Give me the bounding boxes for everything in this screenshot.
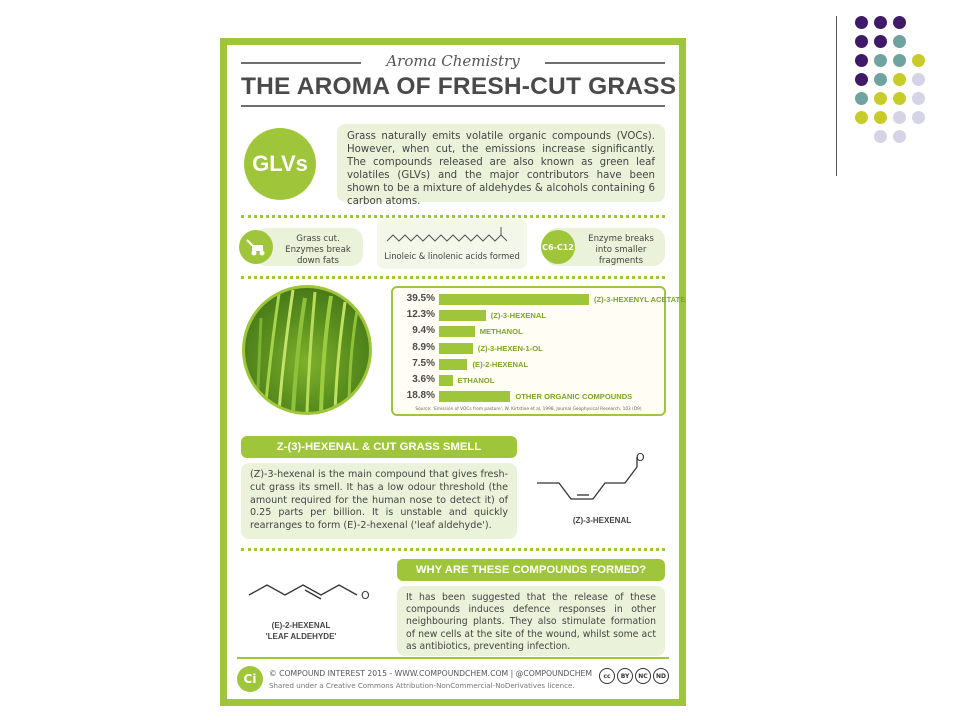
bar-category-label: (Z)-3-HEXENAL bbox=[490, 311, 546, 321]
decorative-dot bbox=[874, 35, 887, 48]
bar-value-label: 8.9% bbox=[412, 341, 435, 353]
divider-line bbox=[836, 16, 837, 176]
e-2-hexenal-label: (E)-2-HEXENAL bbox=[271, 621, 331, 630]
fatty-acid-structure bbox=[385, 225, 517, 247]
bar-category-label: (E)-2-HEXENAL bbox=[472, 359, 529, 369]
section-1-text: (Z)-3-hexenal is the main compound that gives fresh-cut grass its smell. It has a low odour threshold (the amount required for the human nose to detect it) of 0.25 parts per billion. It is unstable and quickly rearranges to form (E)-2-hexenal ('leaf aldehyde'). bbox=[241, 463, 517, 539]
decorative-dot bbox=[912, 54, 925, 67]
footer-credit: © COMPOUND INTEREST 2015 - WWW.COMPOUNDCHEM.COM | @COMPOUNDCHEM bbox=[269, 669, 592, 678]
lawnmower-icon bbox=[239, 230, 273, 264]
decorative-dot bbox=[855, 35, 868, 48]
decorative-dot bbox=[912, 111, 925, 124]
decorative-dot bbox=[893, 54, 906, 67]
bar-value-label: 18.8% bbox=[406, 390, 435, 402]
noderivatives-icon: ND bbox=[653, 668, 669, 684]
decorative-dot bbox=[855, 73, 868, 86]
carbon-chain-icon: C6-C12 bbox=[541, 230, 575, 264]
bar bbox=[439, 310, 486, 321]
step-1-text: Grass cut. Enzymes break down fats bbox=[285, 234, 351, 266]
z-3-hexenal-structure bbox=[537, 451, 667, 511]
bar-value-label: 9.4% bbox=[412, 325, 435, 337]
section-2-heading: WHY ARE THESE COMPOUNDS FORMED? bbox=[397, 559, 665, 581]
bar-category-label: (Z)-3-HEXEN-1-OL bbox=[477, 343, 543, 353]
decorative-dot bbox=[893, 73, 906, 86]
bar-value-label: 3.6% bbox=[412, 374, 435, 385]
decorative-dot bbox=[912, 92, 925, 105]
bar bbox=[439, 294, 589, 305]
bar-category-label: OTHER ORGANIC COMPOUNDS bbox=[515, 392, 633, 402]
decorative-dot bbox=[855, 111, 868, 124]
oxygen-label: O bbox=[636, 451, 645, 464]
decorative-dot bbox=[874, 92, 887, 105]
title-rule bbox=[241, 105, 665, 107]
e-2-hexenal-structure bbox=[247, 573, 377, 609]
dotted-divider bbox=[241, 215, 665, 218]
chart-source: Source: 'Emission of VOCs from pasture', W. Kirtstine et al, 1998, Journal Geophysical Research, 103 (D9) bbox=[415, 407, 642, 412]
infographic-poster bbox=[220, 38, 686, 706]
decorative-dot bbox=[874, 111, 887, 124]
decorative-dot bbox=[855, 16, 868, 29]
step-3 bbox=[542, 228, 665, 266]
decorative-dot bbox=[893, 92, 906, 105]
bar bbox=[439, 359, 467, 370]
bar-value-label: 12.3% bbox=[406, 309, 435, 321]
section-1-heading: Z-(3)-HEXENAL & CUT GRASS SMELL bbox=[241, 436, 517, 458]
decorative-dot bbox=[874, 54, 887, 67]
bar-value-label: 39.5% bbox=[406, 293, 435, 304]
page-title: THE AROMA OF FRESH-CUT GRASS bbox=[241, 73, 677, 100]
cc-icon: cc bbox=[599, 668, 615, 684]
bar bbox=[439, 391, 510, 402]
bar-category-label: ETHANOL bbox=[457, 376, 495, 385]
composition-chart bbox=[391, 286, 686, 416]
bar bbox=[439, 375, 453, 386]
decorative-dot bbox=[855, 54, 868, 67]
oxygen-label: O bbox=[361, 589, 370, 602]
grass-photo bbox=[242, 285, 372, 415]
bar bbox=[439, 343, 473, 354]
decorative-dot bbox=[893, 35, 906, 48]
decorative-dot bbox=[874, 73, 887, 86]
glv-badge: GLVs bbox=[244, 128, 316, 200]
dotted-divider bbox=[241, 276, 665, 279]
z-3-hexenal-label: (Z)-3-HEXENAL bbox=[572, 516, 632, 525]
decorative-dot bbox=[912, 73, 925, 86]
decorative-dot bbox=[874, 130, 887, 143]
decorative-dot bbox=[893, 111, 906, 124]
intro-text: Grass naturally emits volatile organic compounds (VOCs). However, when cut, the emissions increase significantly. The compounds released are also known as green leaf volatiles (GLVs) and the major contributors have been shown to be a mixture of aldehydes & alcohols containing 6 carbon atoms. bbox=[337, 124, 665, 202]
bar-category-label: METHANOL bbox=[479, 327, 523, 337]
bar-category-label: (Z)-3-HEXENYL ACETATE bbox=[594, 295, 686, 304]
step-2-text: Linoleic & linolenic acids formed bbox=[384, 251, 520, 261]
noncommercial-icon: NC bbox=[635, 668, 651, 684]
decorative-dot bbox=[874, 16, 887, 29]
decorative-dot bbox=[893, 130, 906, 143]
bar-value-label: 7.5% bbox=[412, 357, 435, 369]
attribution-icon: BY bbox=[617, 668, 633, 684]
kicker: Aroma Chemistry bbox=[386, 52, 520, 70]
step-3-text: Enzyme breaks into smaller fragments bbox=[588, 234, 654, 266]
leaf-aldehyde-label: 'LEAF ALDEHYDE' bbox=[265, 632, 337, 641]
section-2-text: It has been suggested that the release of these compounds induces defence responses in other neighbouring plants. They also stimulate formation of new cells at the site of the wound, whilst some act as antibiotics, preventing infection. bbox=[397, 586, 665, 656]
bar bbox=[439, 326, 475, 337]
step-1 bbox=[255, 228, 363, 266]
decorative-dot bbox=[855, 92, 868, 105]
decorative-dot bbox=[893, 16, 906, 29]
compound-interest-logo: Ci bbox=[237, 666, 263, 692]
step-2 bbox=[377, 219, 527, 269]
footer-rule bbox=[237, 657, 669, 659]
footer-licence: Shared under a Creative Commons Attribution-NonCommercial-NoDerivatives licence. bbox=[269, 681, 575, 690]
dotted-divider bbox=[241, 548, 665, 551]
